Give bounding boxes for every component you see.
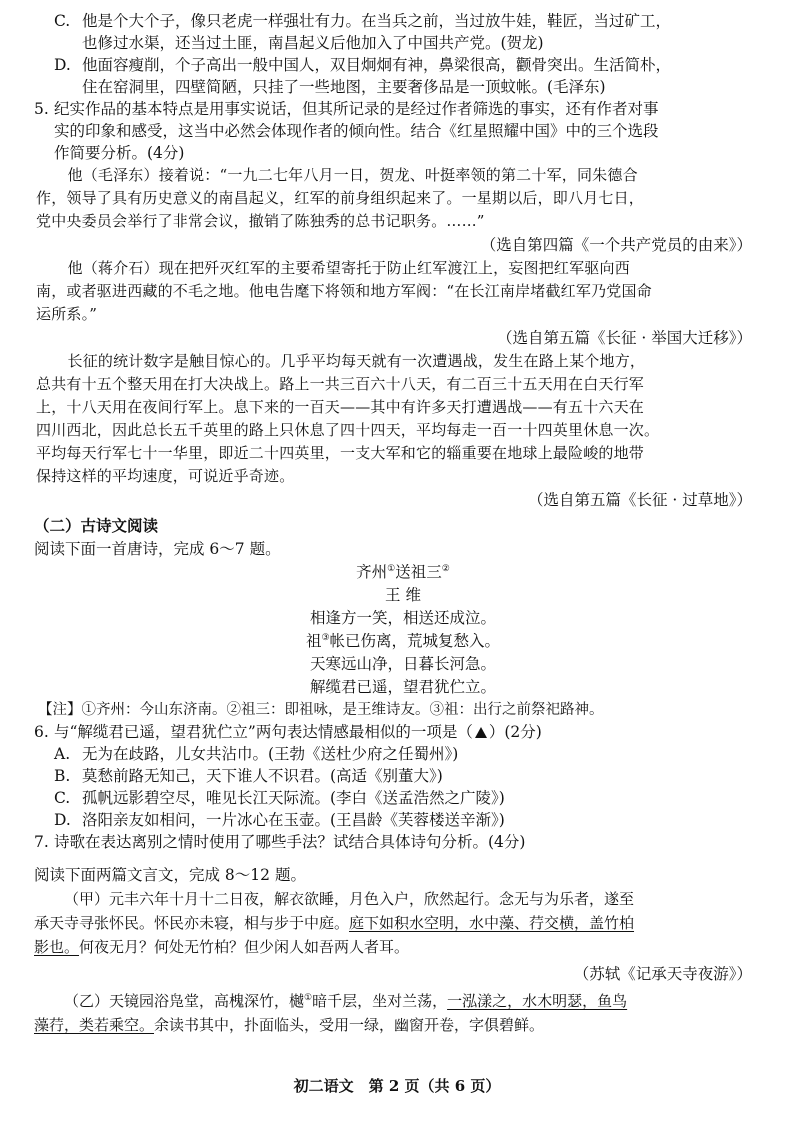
exam-page bbox=[34, 10, 772, 1037]
text-line: 他面容瘦削，个子高出一般中国人，双目炯炯有神，鼻梁很高，颧骨突出。生活简朴， bbox=[82, 56, 672, 74]
underlined-sentence: 庭下如积水空明，水中藻、荇交横，盖竹柏 bbox=[349, 914, 635, 932]
poem-line: 祖③帐已伤离，荒城复愁入。 bbox=[305, 632, 501, 650]
text-line: 住在窑洞里，四壁简陋，只挂了一些地图，主要奢侈品是一顶蚊帐。(毛泽东) bbox=[82, 78, 606, 96]
classical-intro: 阅读下面两篇文言文，完成 8～12 题。 bbox=[34, 866, 306, 884]
text-line: 他是个大个子，像只老虎一样强壮有力。在当兵之前，当过放牛娃，鞋匠，当过矿工， bbox=[82, 12, 672, 30]
excerpt-1: 他（毛泽东）接着说：“一九二七年八月一日，贺龙、叶挺率领的第二十军，同朱德合 作，领导了具有历史意义的南昌起义，红军的前身组织起来了。一星期以后，即八月七日， 党中央委员会举行了非常会议，撤销了陈独秀的总书记职务。……” bbox=[36, 166, 645, 230]
passage-jia-source: （苏轼《记承天寺夜游》） bbox=[573, 965, 752, 983]
poem-line: 天寒远山净，日暮长河急。 bbox=[309, 655, 496, 673]
question-6-option-b: B. 莫愁前路无知己，天下谁人不识君。(高适《别董大》) bbox=[54, 767, 443, 785]
text-line: 实的印象和感受，这当中必然会体现作者的倾向性。结合《红星照耀中国》中的三个选段 bbox=[54, 122, 659, 140]
question-5: 5. 纪实作品的基本特点是用事实说话，但其所记录的是经过作者筛选的事实，还有作者对事 实的印象和感受，这当中必然会体现作者的倾向性。结合《红星照耀中国》中的三个选段 作简要分析。(4分) bbox=[34, 98, 772, 164]
option-c-previous: C. 他是个大个子，像只老虎一样强壮有力。在当兵之前，当过放牛娃，鞋匠，当过矿工， 也修过水渠，还当过土匪，南昌起义后他加入了中国共产党。(贺龙) bbox=[34, 10, 772, 54]
text-line: 也修过水渠，还当过土匪，南昌起义后他加入了中国共产党。(贺龙) bbox=[82, 34, 544, 52]
question-6-option-d: D. 洛阳亲友如相问，一片冰心在玉壶。(王昌龄《芙蓉楼送辛渐》) bbox=[54, 811, 505, 829]
excerpt-2: 他（蒋介石）现在把歼灭红军的主要希望寄托于防止红军渡江上，妄图把红军驱向西 南，或者驱进西藏的不毛之地。他电告麾下将领和地方军阀：“在长江南岸堵截红军乃党国命 运所系。” bbox=[36, 259, 652, 323]
question-6-option-c: C. 孤帆远影碧空尽，唯见长江天际流。(李白《送孟浩然之广陵》) bbox=[54, 789, 505, 807]
poem-line: 解缆君已遥，望君犹伫立。 bbox=[309, 678, 496, 696]
text-line: 作简要分析。(4分) bbox=[54, 144, 185, 162]
poem-line: 相逢方一笑，相送还成泣。 bbox=[309, 609, 496, 627]
excerpt-2-source: （选自第五篇《长征 · 举国大迁移》） bbox=[496, 329, 752, 347]
section-heading: （二）古诗文阅读 bbox=[34, 516, 159, 535]
text-line: 纪实作品的基本特点是用事实说话，但其所记录的是经过作者筛选的事实，还有作者对事 bbox=[54, 100, 659, 118]
poem-title: 齐州①送祖三② bbox=[356, 563, 450, 581]
excerpt-1-source: （选自第四篇《一个共产党员的由来》） bbox=[480, 236, 752, 254]
poem-note: 【注】①齐州：今山东济南。②祖三：即祖咏，是王维诗友。③祖：出行之前祭祀路神。 bbox=[38, 702, 604, 718]
passage-yi: （乙）天镜园浴凫堂，高槐深竹，樾①暗千层，坐对兰荡，一泓漾之，水木明瑟，鱼鸟 藻荇，类若乘空。余读书其中，扑面临头，受用一绿，幽窗开卷，字俱碧鲜。 bbox=[34, 992, 628, 1034]
question-6-option-a: A. 无为在歧路，儿女共沾巾。(王勃《送杜少府之任蜀州》) bbox=[54, 745, 459, 763]
underlined-sentence: 藻荇，类若乘空。 bbox=[34, 1016, 155, 1034]
excerpt-3: 长征的统计数字是触目惊心的。几乎平均每天就有一次遭遇战，发生在路上某个地方， 总共有十五个整天用在打大决战上。路上一共三百六十八天，有二百三十五天用在白天行军 上，十八天用在夜间行军上。息下来的一百天——其中有许多天打遭遇战——有五十六天在 四川西北，因此总长五千英里的路上只休息了四十四天，平均每走一百一十四英里休息一次。 平均每天行军七十一华里，即近二十四英里，一支大军和它的辎重要在地球上最险峻的地带 保持这样的平均速度，可说近乎奇迹。 bbox=[36, 352, 660, 485]
underlined-sentence: 影也。 bbox=[34, 938, 80, 956]
question-6: 6. 与“解缆君已遥，望君犹伫立”两句表达情感最相似的一项是（ ）(2分) bbox=[34, 723, 542, 741]
excerpt-3-source: （选自第五篇《长征 · 过草地》） bbox=[527, 491, 752, 509]
poem bbox=[34, 561, 772, 699]
option-d-previous: D. 他面容瘦削，个子高出一般中国人，双目炯炯有神，鼻梁很高，颧骨突出。生活简朴， 住在窑洞里，四壁简陋，只挂了一些地图，主要奢侈品是一顶蚊帐。(毛泽东) bbox=[34, 54, 772, 98]
underlined-sentence: 一泓漾之，水木明瑟，鱼鸟 bbox=[447, 992, 628, 1010]
passage-jia: （甲）元丰六年十月十二日夜，解衣欲睡，月色入户，欣然起行。念无与为乐者，遂至 承天寺寻张怀民。怀民亦未寝，相与步于中庭。庭下如积水空明，水中藻、荇交横，盖竹柏 影也。何夜无月？何处无竹柏？但少闲人如吾两人者耳。 bbox=[34, 890, 635, 956]
page-footer: 初二语文 第 2 页（共 6 页） bbox=[293, 1077, 501, 1095]
section-intro: 阅读下面一首唐诗，完成 6～7 题。 bbox=[34, 540, 281, 558]
answer-triangle-icon bbox=[475, 727, 487, 738]
question-7: 7. 诗歌在表达离别之情时使用了哪些手法？试结合具体诗句分析。(4分) bbox=[34, 833, 526, 851]
poem-author: 王 维 bbox=[385, 586, 421, 604]
